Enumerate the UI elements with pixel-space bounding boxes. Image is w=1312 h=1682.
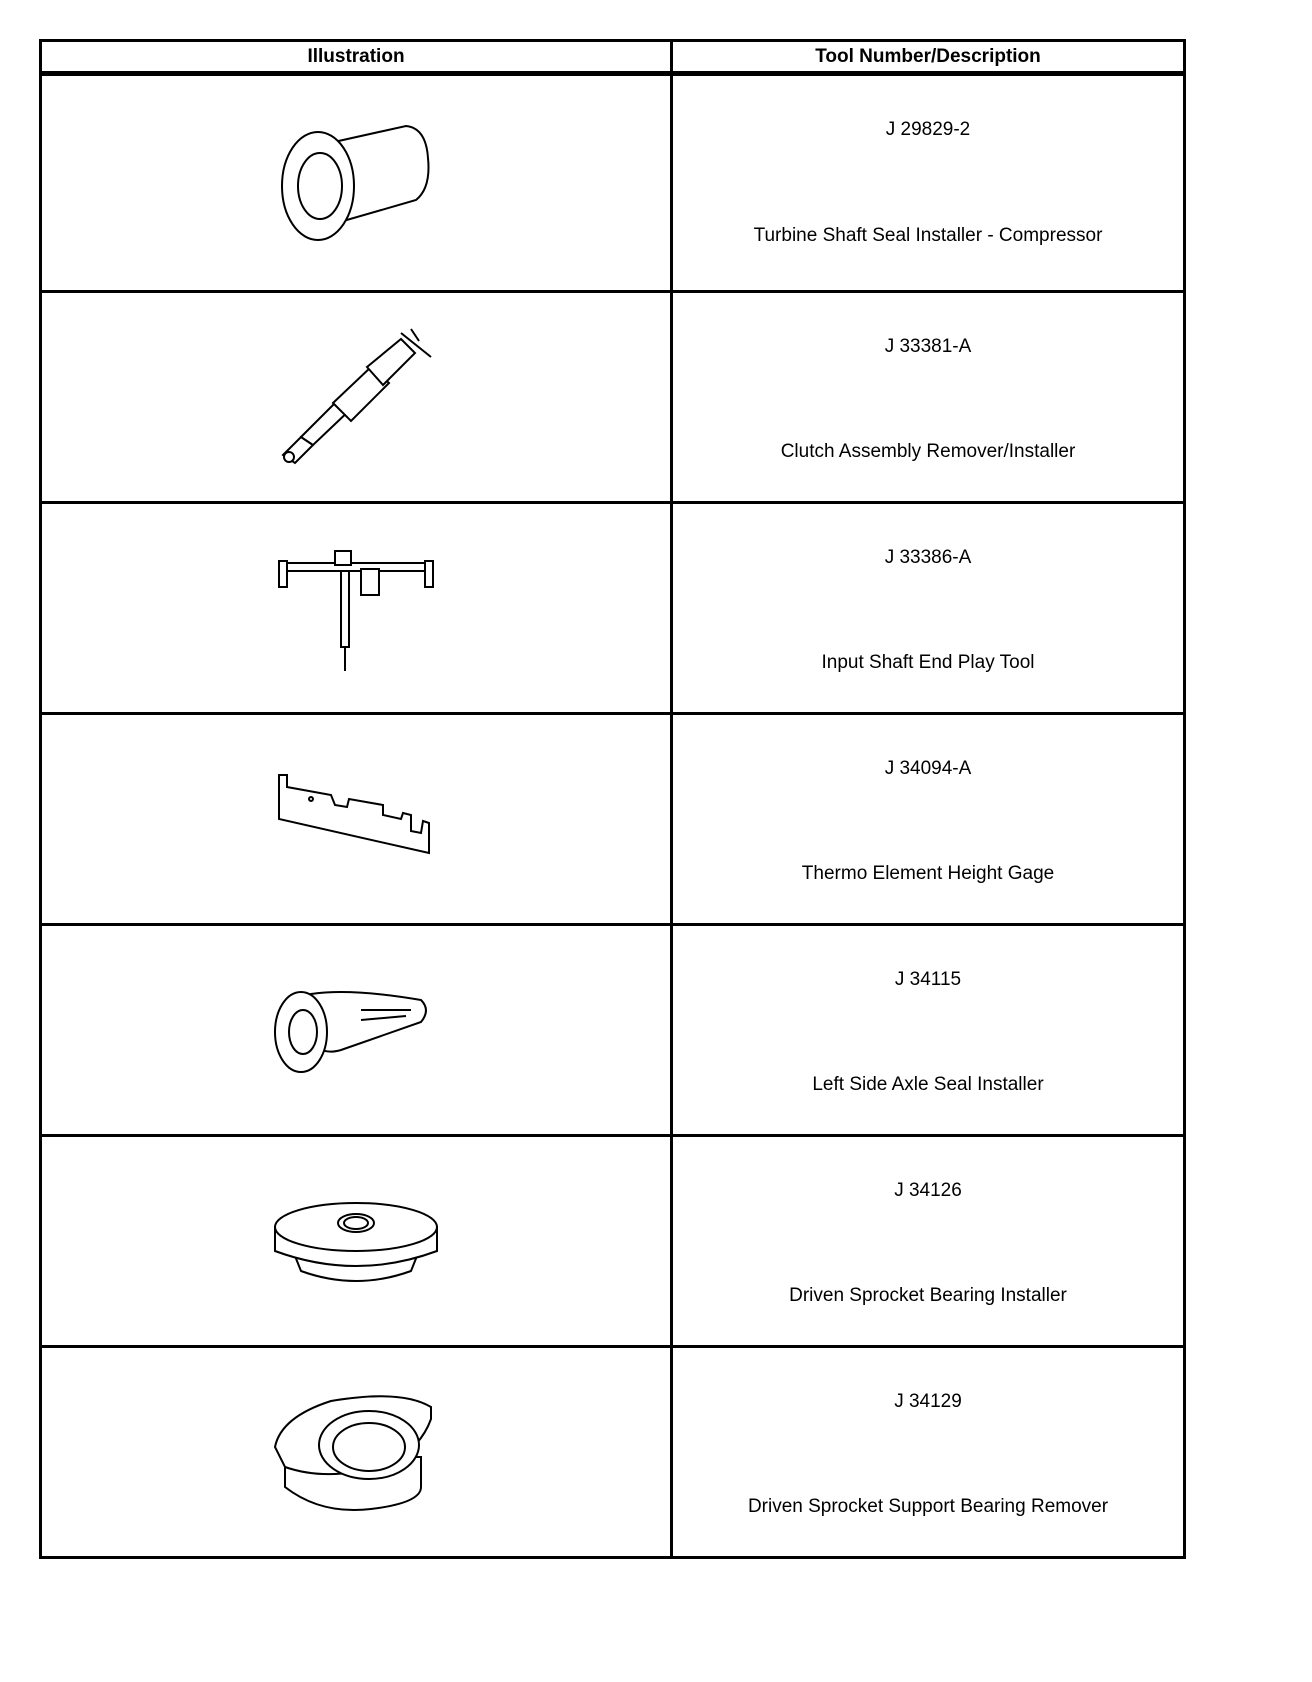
tool-cell	[672, 1136, 1185, 1347]
tool-number: J 29829-2	[885, 119, 971, 140]
end-play-tool-illustration	[271, 543, 441, 673]
tool-description: Clutch Assembly Remover/Installer	[780, 441, 1076, 462]
tool-cell	[672, 74, 1185, 292]
tool-number: J 34094-A	[884, 758, 972, 779]
illustration-cell	[41, 714, 672, 925]
tool-description: Thermo Element Height Gage	[801, 863, 1055, 884]
tool-cell	[672, 714, 1185, 925]
seal-installer-illustration	[276, 118, 436, 248]
clutch-remover-illustration	[271, 327, 441, 467]
table-row	[41, 714, 1185, 925]
illustration-cell	[41, 1347, 672, 1558]
tool-cell	[672, 925, 1185, 1136]
table-row	[41, 74, 1185, 292]
tool-number: J 34115	[894, 969, 962, 990]
illustration-cell	[41, 503, 672, 714]
axle-seal-installer-illustration	[271, 980, 441, 1080]
tool-cell	[672, 292, 1185, 503]
tool-number: J 33386-A	[884, 547, 972, 568]
table-row	[41, 292, 1185, 503]
table-row	[41, 1347, 1185, 1558]
table-row	[41, 925, 1185, 1136]
illustration-cell	[41, 1136, 672, 1347]
table-row	[41, 1136, 1185, 1347]
illustration-header: Illustration	[41, 41, 672, 74]
tool-description: Driven Sprocket Support Bearing Remover	[747, 1496, 1109, 1517]
tool-number: J 34126	[894, 1180, 962, 1201]
header-row	[41, 41, 1185, 74]
bearing-installer-illustration	[271, 1191, 441, 1291]
tool-cell	[672, 1347, 1185, 1558]
illustration-cell	[41, 74, 672, 292]
tool-description: Driven Sprocket Bearing Installer	[789, 1285, 1067, 1306]
special-tools-table	[39, 39, 1186, 1559]
tool-description: Input Shaft End Play Tool	[821, 652, 1035, 673]
tool-number: J 34129	[894, 1391, 962, 1412]
table-row	[41, 503, 1185, 714]
tool-description: Turbine Shaft Seal Installer - Compressor	[753, 225, 1103, 246]
bearing-remover-illustration	[271, 1387, 441, 1517]
illustration-cell	[41, 925, 672, 1136]
tool-number: J 33381-A	[884, 336, 972, 357]
tool-description: Left Side Axle Seal Installer	[812, 1074, 1044, 1095]
tool-cell	[672, 503, 1185, 714]
illustration-cell	[41, 292, 672, 503]
tool-header: Tool Number/Description	[672, 41, 1185, 74]
height-gage-illustration	[271, 769, 441, 869]
